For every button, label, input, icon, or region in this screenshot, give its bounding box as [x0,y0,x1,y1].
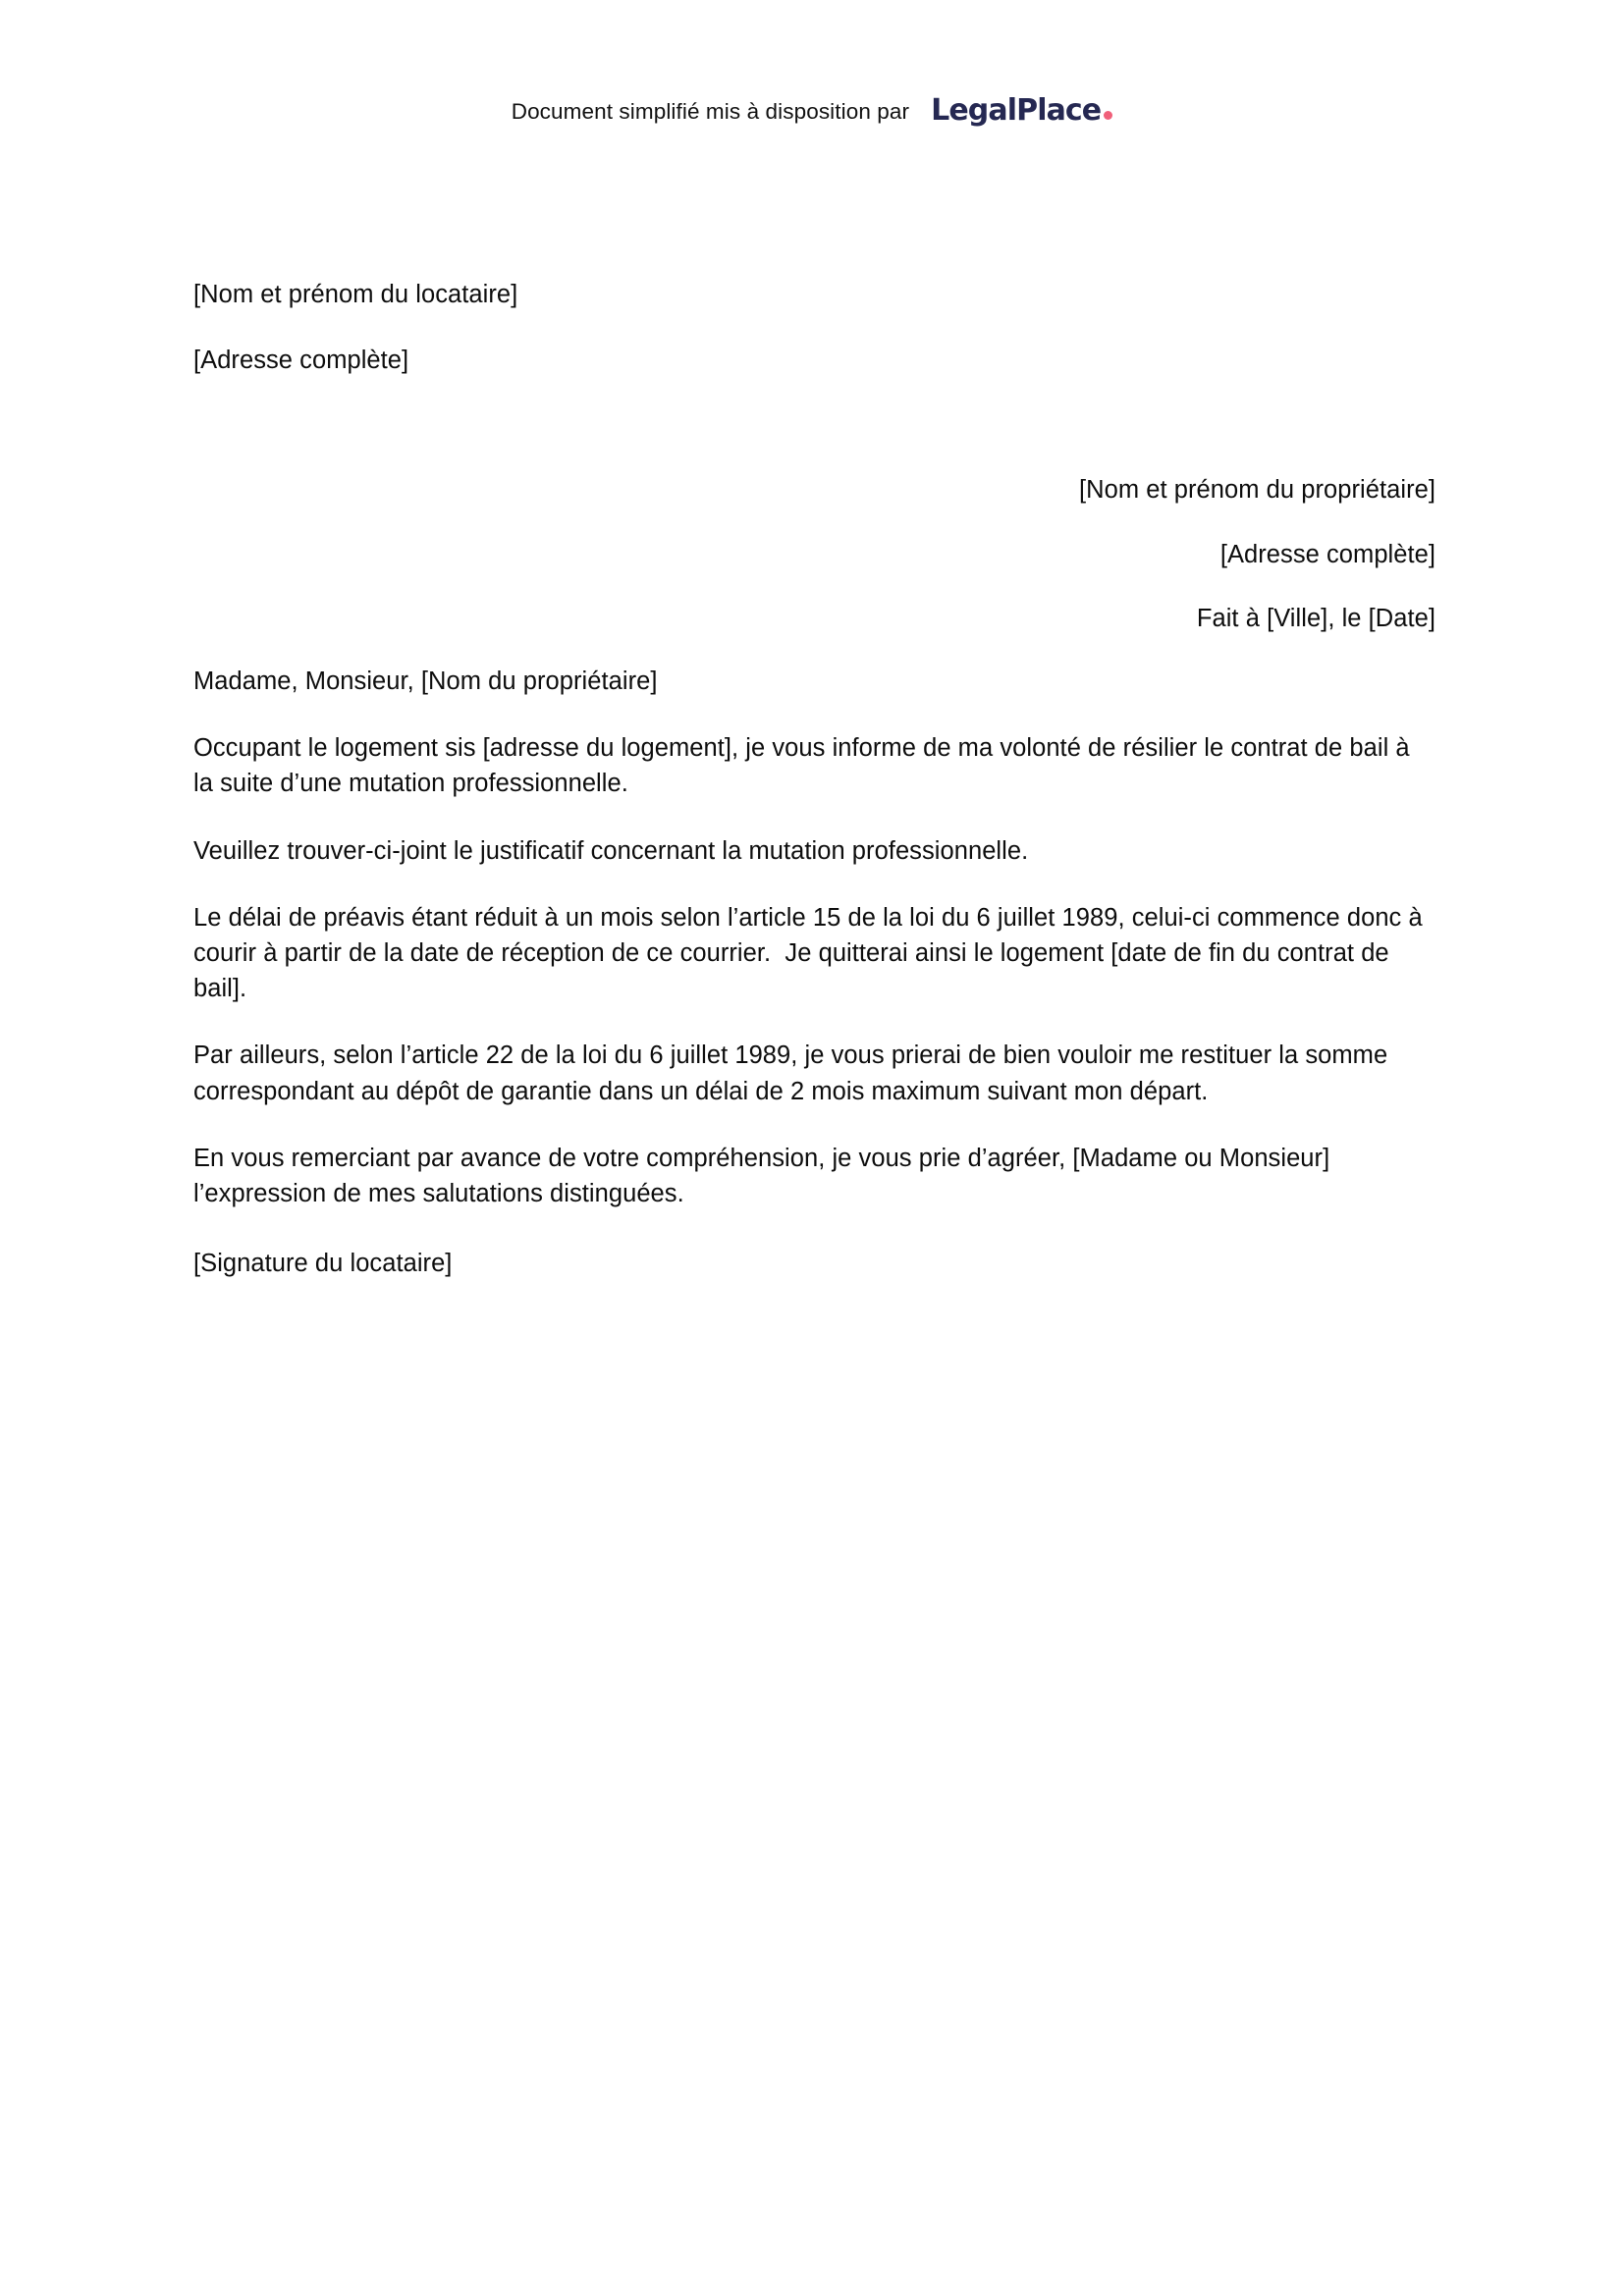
letter-body [193,277,1435,1281]
sender-address-line: [Adresse complète] [193,347,409,375]
paragraph-motive: Occupant le logement sis [adresse du logement], je vous informe de ma volonté de résilier le contrat de bail à la suite d’une mutation professionnelle. [193,734,1417,798]
legalplace-logo [931,93,1112,128]
paragraph-preavis: Le délai de préavis étant réduit à un mois selon l’article 15 de la loi du 6 juillet 1989, celui-ci commence donc à courir à partir de la date de réception de ce courrier. Je quitterai ainsi le logement [date de fin du contrat de bail]. [193,903,1430,1003]
header-attribution-text: Document simplifié mis à disposition par [511,98,910,124]
salutation-line: Madame, Monsieur, [Nom du propriétaire] [193,667,658,696]
legalplace-wordmark: LegalPlace [931,93,1102,128]
paragraph-closing: En vous remerciant par avance de votre compréhension, je vous prie d’agréer, [Madame ou Monsieur] l’expression de mes salutations distinguées. [193,1144,1337,1208]
place-and-date-line: Fait à [Ville], le [Date] [1196,604,1435,632]
recipient-address-block [193,472,1435,636]
signature-block [193,1246,1435,1281]
paragraph-depot-garantie: Par ailleurs, selon l’article 22 de la loi du 6 juillet 1989, je vous prierai de bien vouloir me restituer la somme correspondant au dépôt de garantie dans un délai de 2 mois maximum suivant mon départ. [193,1041,1395,1105]
document-header [0,93,1624,128]
sender-address-block [193,277,1435,378]
signature-line: [Signature du locataire] [193,1250,453,1278]
recipient-address-line: [Adresse complète] [1219,540,1435,568]
legalplace-dot-icon [1104,111,1112,120]
recipient-name-line: [Nom et prénom du propriétaire] [1079,476,1435,505]
paragraph-justificatif: Veuillez trouver-ci-joint le justificatif concernant la mutation professionnelle. [193,836,1029,865]
sender-name-line: [Nom et prénom du locataire] [193,281,518,308]
letter-paragraphs [193,730,1435,1211]
